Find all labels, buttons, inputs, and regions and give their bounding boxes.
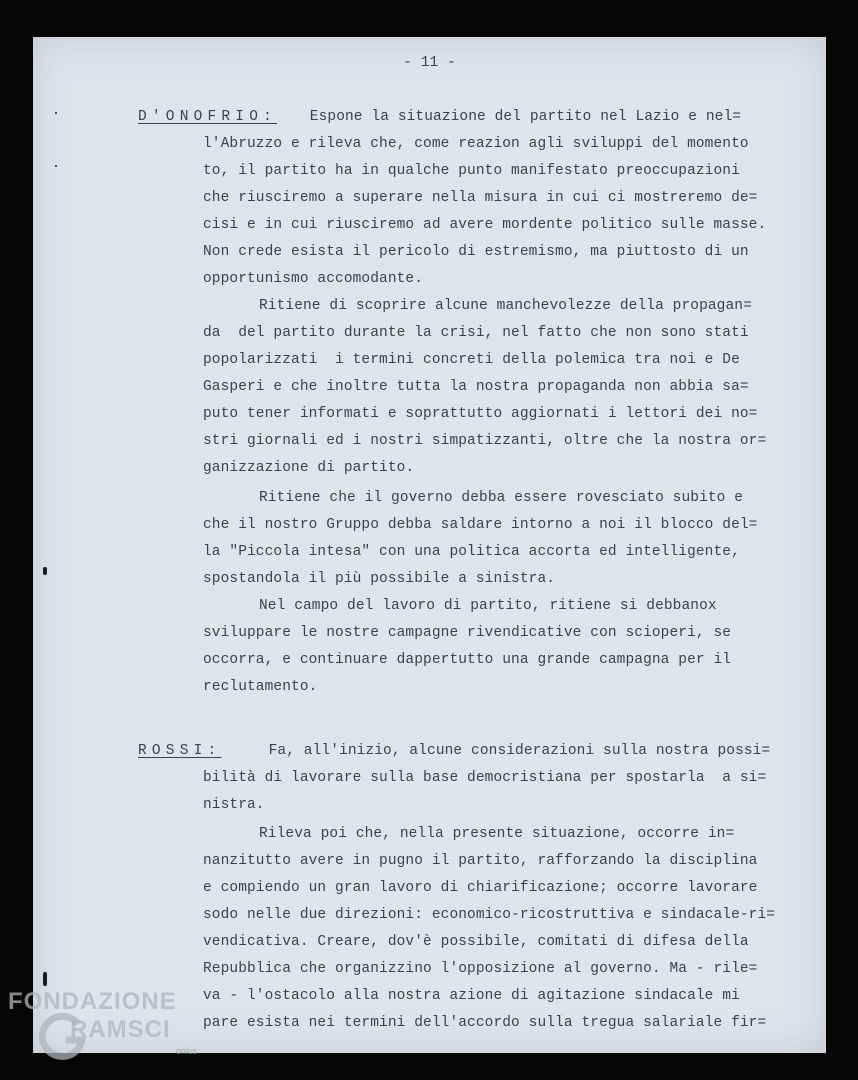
text-line: Non crede esista il pericolo di estremismo, ma piuttosto di un	[203, 244, 749, 260]
text-line: vendicativa. Creare, dov'è possibile, comitati di difesa della	[203, 934, 749, 950]
text-line: Repubblica che organizzino l'opposizione al governo. Ma - rile=	[203, 961, 758, 977]
page-number: - 11 -	[403, 55, 456, 71]
margin-mark	[43, 567, 47, 575]
watermark-onlus: onlus	[176, 1046, 198, 1056]
text-line: to, il partito ha in qualche punto manifestato preoccupazioni	[203, 163, 740, 179]
margin-mark	[55, 112, 57, 114]
text-line: stri giornali ed i nostri simpatizzanti, oltre che la nostra or=	[203, 433, 767, 449]
text-line: che riusciremo a superare nella misura in cui ci mostreremo de=	[203, 190, 758, 206]
text-line: sviluppare le nostre campagne rivendicative con scioperi, se	[203, 625, 732, 641]
text-line: Fa, all'inizio, alcune considerazioni sulla nostra possi=	[251, 743, 771, 759]
text-line: da del partito durante la crisi, nel fatto che non sono stati	[203, 325, 749, 341]
text-line: Espone la situazione del partito nel Lazio e nel=	[301, 109, 742, 125]
text-line: reclutamento.	[203, 679, 318, 695]
speaker-donofrio: D'ONOFRIO:	[138, 109, 278, 125]
text-line: nanzitutto avere in pugno il partito, rafforzando la disciplina	[203, 853, 758, 869]
text-line: occorra, e continuare dappertutto una grande campagna per il	[203, 652, 732, 668]
text-line: popolarizzati i termini concreti della polemica tra noi e De	[203, 352, 740, 368]
text-line: spostandola il più possibile a sinistra.	[203, 571, 556, 587]
text-line: Ritiene che il governo debba essere rovesciato subito e	[259, 490, 744, 506]
text-line: la "Piccola intesa" con una politica accorta ed intelligente,	[203, 544, 740, 560]
document-page	[33, 37, 826, 1053]
text-line: bilità di lavorare sulla base democristiana per spostarla a si=	[203, 770, 767, 786]
text-line: Rileva poi che, nella presente situazione, occorre in=	[259, 826, 735, 842]
foundation-watermark	[4, 988, 234, 1078]
text-line: sodo nelle due direzioni: economico-ricostruttiva e sindacale-ri=	[203, 907, 776, 923]
text-line: nistra.	[203, 797, 265, 813]
text-line: l'Abruzzo e rileva che, come reazion agli sviluppi del momento	[203, 136, 749, 152]
text-line: cisi e in cui riusciremo ad avere mordente politico sulle masse.	[203, 217, 767, 233]
text-line: pare esista nei termini dell'accordo sulla tregua salariale fir=	[203, 1015, 767, 1031]
margin-mark	[43, 972, 47, 986]
text-line: ganizzazione di partito.	[203, 460, 415, 476]
text-line: e compiendo un gran lavoro di chiarificazione; occorre lavorare	[203, 880, 758, 896]
text-line: Ritiene di scoprire alcune manchevolezze della propagan=	[259, 298, 752, 314]
text-line: che il nostro Gruppo debba saldare intorno a noi il blocco del=	[203, 517, 758, 533]
watermark-title: FONDAZIONE	[8, 988, 177, 1015]
margin-mark	[55, 165, 57, 167]
speaker-rossi: ROSSI:	[138, 743, 222, 759]
text-line: opportunismo accomodante.	[203, 271, 424, 287]
text-line: Nel campo del lavoro di partito, ritiene si debbanox	[259, 598, 717, 614]
text-line: va - l'ostacolo alla nostra azione di agitazione sindacale mi	[203, 988, 740, 1004]
text-line: puto tener informati e soprattutto aggiornati i lettori dei no=	[203, 406, 758, 422]
text-line: Gasperi e che inoltre tutta la nostra propaganda non abbia sa=	[203, 379, 749, 395]
watermark-subtitle: RAMSCI	[70, 1016, 171, 1043]
